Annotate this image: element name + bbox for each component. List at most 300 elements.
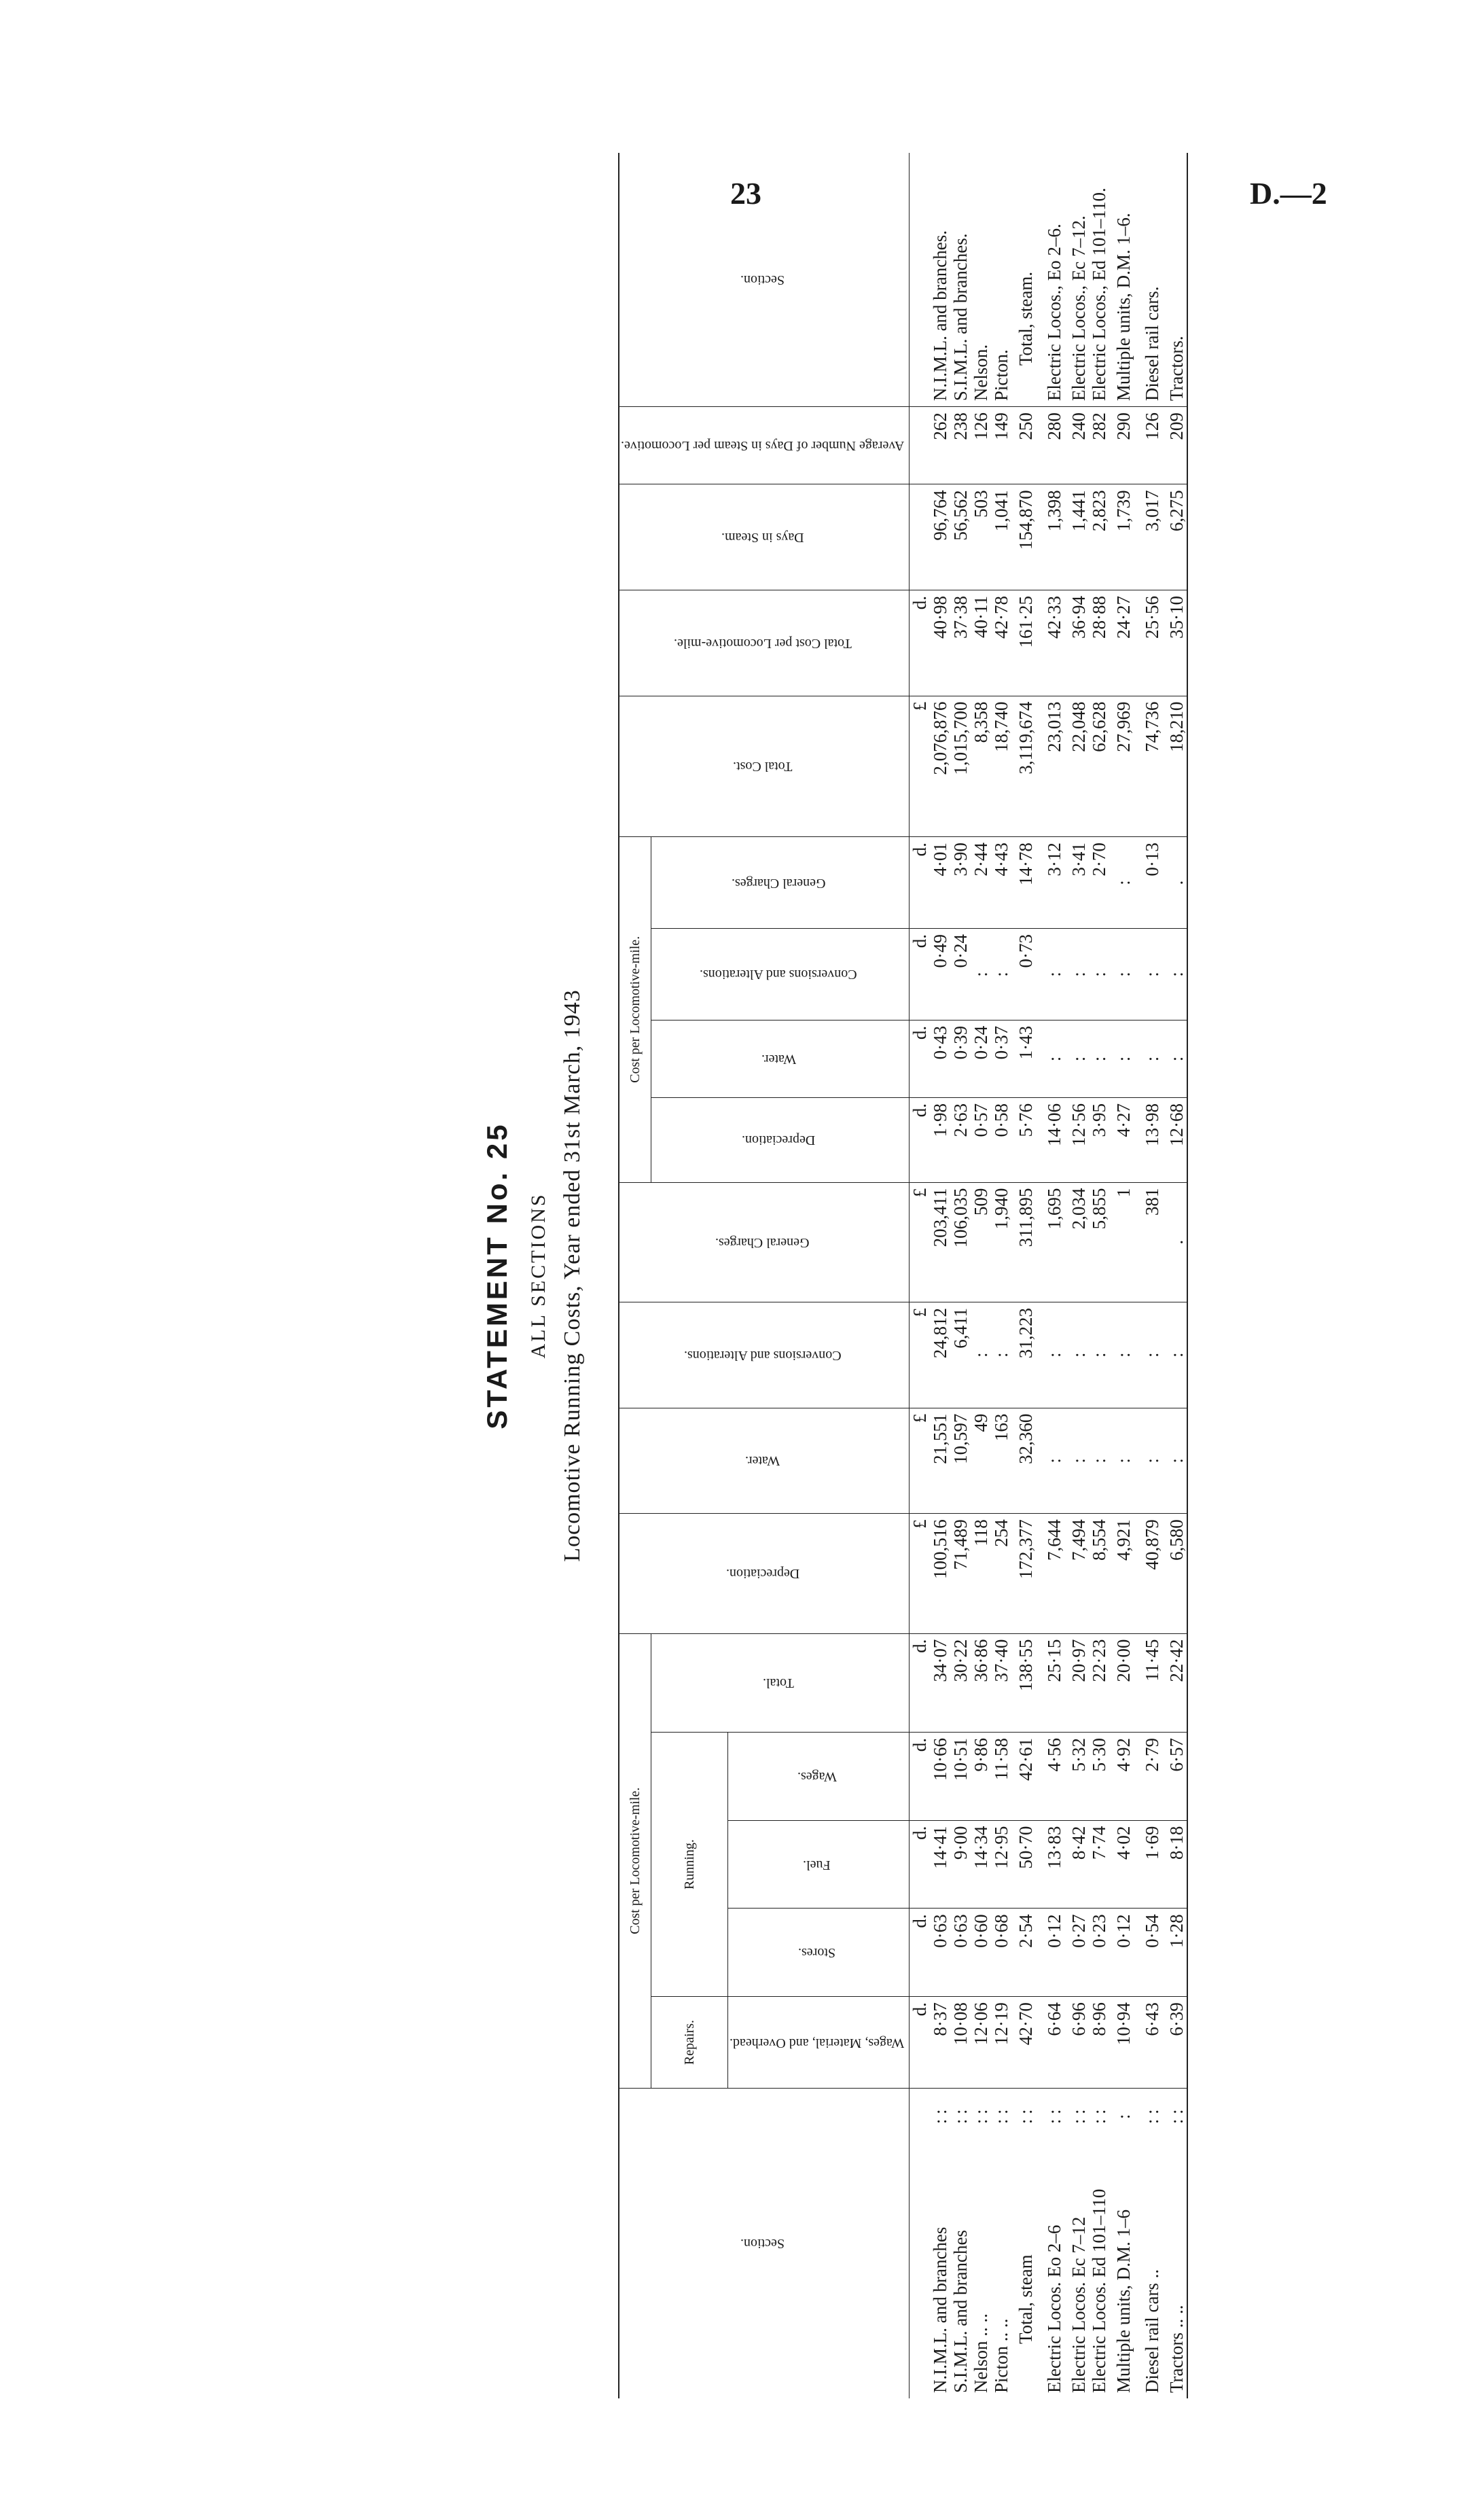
- cell-cost-mile: [1109, 590, 1138, 696]
- cell-depreciation: [1068, 1514, 1089, 1633]
- cell-water: [1011, 1408, 1040, 1514]
- cell-stores: [950, 1909, 971, 1997]
- cell-water-d: [1068, 1020, 1089, 1097]
- cell-general-text: 5,855: [1089, 1188, 1110, 1230]
- cell-gen-d-text: 3·12: [1044, 842, 1065, 876]
- cell-dep-d: [1068, 1098, 1089, 1183]
- header-total-cost-text: Total Cost.: [732, 759, 793, 775]
- cell-total-cost: [950, 696, 971, 837]
- cell-total-cost-text: 74,736: [1142, 701, 1163, 752]
- cell-conv-d-text: :: [971, 972, 992, 977]
- cell-water-text: :: [1166, 1458, 1187, 1463]
- row-leader-dots-text: : :: [1142, 2109, 1163, 2125]
- cell-total-text: 138·55: [1015, 1639, 1037, 1692]
- cell-fuel-text: 1·69: [1142, 1826, 1163, 1860]
- cell-conversions-text: :: [1166, 1352, 1187, 1358]
- unit-cell: [910, 1408, 931, 1514]
- cell-water-d: [971, 1020, 991, 1097]
- cell-wages-text: 11·58: [991, 1737, 1012, 1780]
- row-leader-dots: [1166, 2088, 1187, 2144]
- cell-general: [971, 1182, 991, 1302]
- row-leader-dots-text: : :: [1166, 2109, 1187, 2125]
- cell-total-cost-text: 23,013: [1044, 701, 1065, 752]
- header-depreciation: [619, 1514, 910, 1633]
- header-conversions: [619, 1302, 910, 1408]
- unit-cell-text: d.: [910, 934, 931, 948]
- cell-total-cost-text: 18,210: [1166, 701, 1187, 752]
- table-row: [950, 153, 971, 2398]
- header-conversions-text: Conversions and Alterations.: [683, 1347, 842, 1363]
- cell-avg: [1068, 407, 1089, 484]
- row-section-label-text: Electric Locos. Ec 7–12: [1068, 2216, 1090, 2393]
- cell-water-d: [930, 1020, 950, 1097]
- cell-cost-mile-text: 42·78: [991, 595, 1012, 639]
- header-depreciation-d-text: Depreciation.: [742, 1133, 816, 1148]
- cell-conv-d: [1068, 929, 1089, 1021]
- row-section-right: [1068, 153, 1089, 407]
- rotated-statement: [469, 153, 1187, 2398]
- cell-water-d-text: :: [1113, 1056, 1134, 1062]
- header-stores-text: Stores.: [798, 1945, 836, 1961]
- cell-stores-text: 0·12: [1044, 1914, 1065, 1948]
- cell-depreciation-text: 8,554: [1089, 1519, 1110, 1561]
- cell-water-text: 21,551: [930, 1413, 951, 1464]
- row-section-label-text: Electric Locos. Ed 101–110: [1089, 2188, 1110, 2393]
- cell-fuel-text: 13·83: [1044, 1826, 1065, 1869]
- cell-conv-d: [971, 929, 991, 1021]
- cell-cost-mile-text: 40·98: [930, 595, 951, 639]
- cell-conv-d: [991, 929, 1011, 1021]
- cell-days: [991, 484, 1011, 590]
- cell-general: [1040, 1182, 1068, 1302]
- cell-conv-d: [1089, 929, 1109, 1021]
- cell-stores: [1138, 1909, 1166, 1997]
- cell-wages: [1138, 1732, 1166, 1820]
- cell-wages-text: 10·51: [950, 1737, 971, 1781]
- table-row: [1040, 153, 1068, 2398]
- cell-general-text: 1,940: [991, 1188, 1012, 1230]
- cell-conversions: [930, 1302, 950, 1408]
- cell-avg: [950, 407, 971, 484]
- cell-repairs-text: 6·39: [1166, 2002, 1187, 2036]
- cell-depreciation: [971, 1514, 991, 1633]
- cell-avg-text: 250: [1015, 412, 1037, 440]
- cell-total: [991, 1633, 1011, 1732]
- cell-wages: [991, 1732, 1011, 1820]
- cell-days-text: 1,398: [1044, 490, 1065, 532]
- cell-fuel-text: 8·42: [1068, 1826, 1090, 1860]
- cell-wages: [1166, 1732, 1187, 1820]
- cell-gen-d: [1068, 837, 1089, 929]
- row-section-label: [1109, 2144, 1138, 2398]
- cell-total-cost: [1089, 696, 1109, 837]
- cell-water-d-text: :: [1089, 1056, 1110, 1062]
- cell-days: [1138, 484, 1166, 590]
- cell-water-d: [1089, 1020, 1109, 1097]
- cell-conv-d-text: :: [1089, 972, 1110, 977]
- cell-days: [1011, 484, 1040, 590]
- cell-general-text: 1,695: [1044, 1188, 1065, 1230]
- row-section-right-text: Tractors.: [1166, 336, 1187, 402]
- unit-cell: [910, 1997, 931, 2089]
- cell-days: [1089, 484, 1109, 590]
- header-cost-per-loco-mile-text: Cost per Locomotive-mile.: [627, 1787, 643, 1934]
- cell-fuel-text: 9·00: [950, 1826, 971, 1860]
- cell-stores: [991, 1909, 1011, 1997]
- cell-repairs: [1089, 1997, 1109, 2089]
- cell-avg-text: 262: [930, 412, 951, 440]
- cell-gen-d-text: 2·44: [971, 842, 992, 876]
- cell-general-text: 381: [1142, 1188, 1163, 1216]
- statement-title: STATEMENT No. 25: [481, 1122, 513, 1430]
- cell-total: [1138, 1633, 1166, 1732]
- cell-dep-d-text: 4·27: [1113, 1103, 1134, 1137]
- cell-days-text: 96,764: [930, 490, 951, 541]
- row-section-label-text: Nelson .. ..: [971, 2313, 992, 2393]
- cell-gen-d-text: 0·13: [1142, 842, 1163, 876]
- cell-conv-d-text: :: [1044, 972, 1065, 977]
- cell-fuel: [1040, 1820, 1068, 1909]
- cell-water: [991, 1408, 1011, 1514]
- cell-days-text: 154,870: [1015, 490, 1037, 550]
- unit-cell: [910, 1302, 931, 1408]
- cell-dep-d-text: 1·98: [930, 1103, 951, 1137]
- cell-water: [930, 1408, 950, 1514]
- unit-cell: [910, 153, 931, 407]
- cell-cost-mile-text: 40·11: [971, 595, 992, 638]
- cell-water: [1138, 1408, 1166, 1514]
- table-row: [1138, 153, 1166, 2398]
- cell-total-text: 22·42: [1166, 1639, 1187, 1682]
- cell-conversions: [1040, 1302, 1068, 1408]
- cell-general: [1109, 1182, 1138, 1302]
- cell-stores: [1089, 1909, 1109, 1997]
- cell-wages: [1011, 1732, 1040, 1820]
- row-leader-dots-text: : :: [1089, 2109, 1110, 2125]
- row-section-label: [1089, 2144, 1109, 2398]
- table-row: [1109, 153, 1138, 2398]
- cell-general: [1089, 1182, 1109, 1302]
- row-section-label: [1040, 2144, 1068, 2398]
- header-days-in-steam-text: Days in Steam.: [721, 530, 804, 546]
- cell-wages: [1089, 1732, 1109, 1820]
- unit-cell: [910, 1820, 931, 1909]
- cell-repairs: [1138, 1997, 1166, 2089]
- header-running: [651, 1732, 728, 1996]
- cell-total-cost-text: 18,740: [991, 701, 1012, 752]
- cell-repairs-text: 8·96: [1089, 2002, 1110, 2036]
- cell-wages-text: 5·30: [1089, 1737, 1110, 1772]
- cell-conv-d-text: 0·49: [930, 934, 951, 968]
- header-wages: [728, 1732, 910, 1820]
- header-avg-days: [619, 407, 910, 484]
- cell-depreciation: [1109, 1514, 1138, 1633]
- cell-depreciation-text: 254: [991, 1519, 1012, 1547]
- cell-days-text: 6,275: [1166, 490, 1187, 532]
- cell-conv-d: [930, 929, 950, 1021]
- unit-cell: [910, 929, 931, 1021]
- cell-cost-mile-text: 28·88: [1089, 595, 1110, 639]
- cell-dep-d-text: 3·95: [1089, 1103, 1110, 1137]
- cell-total-text: 36·86: [971, 1639, 992, 1682]
- cell-total-cost: [1166, 696, 1187, 837]
- cell-avg: [1011, 407, 1040, 484]
- cell-repairs: [1109, 1997, 1138, 2089]
- row-section-right-text: Electric Locos., Ec 7–12.: [1068, 215, 1090, 402]
- cell-depreciation-text: 172,377: [1015, 1519, 1037, 1579]
- cell-repairs: [1040, 1997, 1068, 2089]
- cell-fuel: [971, 1820, 991, 1909]
- unit-cell-text: £: [910, 1188, 931, 1198]
- cell-cost-mile-text: 161·25: [1015, 595, 1037, 648]
- unit-cell-text: d.: [910, 1103, 931, 1118]
- unit-cell: [910, 696, 931, 837]
- row-leader-dots: [1040, 2088, 1068, 2144]
- unit-cell-text: d.: [910, 1737, 931, 1752]
- unit-cell: [910, 1182, 931, 1302]
- cell-general: [930, 1182, 950, 1302]
- row-leader-dots-text: : :: [971, 2109, 992, 2125]
- cell-water: [950, 1408, 971, 1514]
- cell-avg: [971, 407, 991, 484]
- cell-avg: [1138, 407, 1166, 484]
- row-section-right-text: Nelson.: [971, 344, 992, 402]
- cell-repairs-text: 12·06: [971, 2002, 992, 2046]
- cell-depreciation-text: 40,879: [1142, 1519, 1163, 1570]
- cell-days-text: 1,041: [991, 490, 1012, 532]
- cell-conv-d-text: 0·73: [1015, 934, 1037, 968]
- cell-days-text: 56,562: [950, 490, 971, 541]
- cell-dep-d: [950, 1098, 971, 1183]
- cell-depreciation: [1011, 1514, 1040, 1633]
- cell-fuel-text: 50·70: [1015, 1826, 1037, 1869]
- cell-total-text: 11·45: [1142, 1639, 1163, 1682]
- cell-depreciation-text: 4,921: [1113, 1519, 1134, 1561]
- cell-total: [950, 1633, 971, 1732]
- header-repairs-sub-text: Wages, Material, and Overhead.: [730, 2035, 905, 2051]
- table-row: [1089, 153, 1109, 2398]
- cell-conversions-text: 31,223: [1015, 1307, 1037, 1359]
- cell-cost-mile: [1068, 590, 1089, 696]
- cell-total-cost-text: 8,358: [971, 701, 992, 743]
- cell-stores: [1011, 1909, 1040, 1997]
- header-section-right: [619, 153, 910, 407]
- header-total-cost: [619, 696, 910, 837]
- cell-cost-mile: [1138, 590, 1166, 696]
- cell-dep-d: [1011, 1098, 1040, 1183]
- row-section-label: [1166, 2144, 1187, 2398]
- cell-water: [1166, 1408, 1187, 1514]
- header-water: [619, 1408, 910, 1514]
- cell-total-cost-text: 22,048: [1068, 701, 1090, 752]
- header-water-d-text: Water.: [761, 1051, 796, 1067]
- cell-stores: [1068, 1909, 1089, 1997]
- cell-general-text: 203,411: [930, 1188, 951, 1247]
- cell-water: [1089, 1408, 1109, 1514]
- cell-wages: [1040, 1732, 1068, 1820]
- header-general-charges-text: General Charges.: [715, 1235, 810, 1250]
- unit-cell: [910, 1732, 931, 1820]
- row-leader-dots-text: :: [1113, 2114, 1134, 2119]
- cell-water-d: [1109, 1020, 1138, 1097]
- cell-water-d-text: 0·39: [950, 1025, 971, 1060]
- header-conversions-d-text: Conversions and Alterations.: [700, 967, 857, 982]
- header-repairs: [651, 1997, 728, 2089]
- cell-gen-d: [1166, 837, 1187, 929]
- cell-gen-d: [1011, 837, 1040, 929]
- row-section-label-text: Tractors .. ..: [1166, 2305, 1187, 2393]
- cell-repairs: [971, 1997, 991, 2089]
- unit-cell: [910, 590, 931, 696]
- cell-general-text: .: [1166, 1239, 1187, 1245]
- cell-water-text: :: [1113, 1458, 1134, 1463]
- row-section-label-text: Multiple units, D.M. 1–6: [1113, 2209, 1134, 2393]
- cell-total-cost-text: 1,015,700: [950, 701, 971, 775]
- row-section-right-text: Electric Locos., Eo 2–6.: [1044, 224, 1065, 402]
- cell-depreciation-text: 100,516: [930, 1519, 951, 1579]
- cell-days-text: 2,823: [1089, 490, 1110, 532]
- table-row: [1166, 153, 1187, 2398]
- row-leader-dots: [1068, 2088, 1089, 2144]
- cell-general: [1068, 1182, 1089, 1302]
- cell-water-d-text: :: [1044, 1056, 1065, 1062]
- cell-avg-text: 290: [1113, 412, 1134, 440]
- page-number: 23: [730, 176, 761, 211]
- cell-cost-mile: [950, 590, 971, 696]
- cell-cost-mile-text: 25·56: [1142, 595, 1163, 639]
- cell-cost-mile: [1089, 590, 1109, 696]
- unit-cell-text: d.: [910, 595, 931, 610]
- row-leader-dots: [930, 2088, 950, 2144]
- cell-days: [1109, 484, 1138, 590]
- cell-conv-d: [1040, 929, 1068, 1021]
- cell-repairs: [1068, 1997, 1089, 2089]
- cell-stores: [1109, 1909, 1138, 1997]
- cell-total-text: 30·22: [950, 1639, 971, 1682]
- header-cost-per-loco-mile-2-text: Cost per Locomotive-mile.: [627, 936, 643, 1083]
- cell-cost-mile-text: 35·10: [1166, 595, 1187, 639]
- header-avg-days-text: Average Number of Days in Steam per Locomotive.: [621, 438, 905, 454]
- cell-depreciation: [930, 1514, 950, 1633]
- cell-water-d-text: :: [1166, 1056, 1187, 1062]
- row-leader-dots-text: : :: [930, 2109, 951, 2125]
- header-fuel-text: Fuel.: [803, 1857, 831, 1873]
- cell-dep-d: [1138, 1098, 1166, 1183]
- cell-gen-d: [1040, 837, 1068, 929]
- cell-dep-d-text: 5·76: [1015, 1103, 1037, 1137]
- row-leader-dots-text: : :: [1044, 2109, 1065, 2125]
- unit-cell: [910, 1633, 931, 1732]
- cell-total-cost: [1138, 696, 1166, 837]
- cell-gen-d: [950, 837, 971, 929]
- cell-conv-d-text: :: [1166, 972, 1187, 977]
- cell-repairs-text: 8·37: [930, 2002, 951, 2036]
- cell-wages: [930, 1732, 950, 1820]
- cell-stores-text: 0·68: [991, 1914, 1012, 1948]
- cell-stores-text: 0·63: [930, 1914, 951, 1948]
- cell-fuel: [1166, 1820, 1187, 1909]
- unit-cell-text: d.: [910, 2002, 931, 2017]
- cell-total: [1166, 1633, 1187, 1732]
- cell-dep-d: [1166, 1098, 1187, 1183]
- row-leader-dots: [1138, 2088, 1166, 2144]
- cell-repairs: [1166, 1997, 1187, 2089]
- cell-cost-mile: [991, 590, 1011, 696]
- header-depreciation-text: Depreciation.: [725, 1566, 799, 1582]
- cell-repairs-text: 12·19: [991, 2002, 1012, 2046]
- cell-avg-text: 149: [991, 412, 1012, 440]
- cell-water-d-text: 0·24: [971, 1025, 992, 1060]
- row-section-label-text: Picton .. ..: [991, 2318, 1012, 2393]
- cell-conversions-text: :: [1142, 1352, 1163, 1358]
- row-leader-dots: [1089, 2088, 1109, 2144]
- cell-water-d: [991, 1020, 1011, 1097]
- cell-water-text: 163: [991, 1413, 1012, 1442]
- unit-cell-text: d.: [910, 1826, 931, 1840]
- cell-wages: [1068, 1732, 1089, 1820]
- header-general-d: [651, 837, 910, 929]
- cell-dep-d: [930, 1098, 950, 1183]
- cell-repairs: [930, 1997, 950, 2089]
- cell-general-text: 311,895: [1015, 1188, 1037, 1247]
- cell-fuel-text: 8·18: [1166, 1826, 1187, 1860]
- cell-gen-d: [1138, 837, 1166, 929]
- cell-dep-d: [1040, 1098, 1068, 1183]
- cell-dep-d-text: 13·98: [1142, 1103, 1163, 1147]
- cell-general-text: 1: [1113, 1188, 1134, 1198]
- cell-general-text: 2,034: [1068, 1188, 1090, 1230]
- row-section-right-text: Diesel rail cars.: [1142, 286, 1163, 402]
- cell-water-d-text: 0·37: [991, 1025, 1012, 1060]
- header-total: [651, 1633, 910, 1732]
- unit-cell: [910, 837, 931, 929]
- cell-total-text: 22·23: [1089, 1639, 1110, 1682]
- cell-total-cost-text: 2,076,876: [930, 701, 951, 775]
- cell-repairs-text: 10·94: [1113, 2002, 1134, 2046]
- cell-conv-d: [1138, 929, 1166, 1021]
- cell-dep-d-text: 2·63: [950, 1103, 971, 1137]
- row-section-label: [991, 2144, 1011, 2398]
- cell-conversions: [971, 1302, 991, 1408]
- cell-days: [950, 484, 971, 590]
- header-total-cost-per-mile-text: Total Cost per Locomotive-mile.: [673, 635, 852, 651]
- header-cost-per-loco-mile-2: [619, 837, 651, 1182]
- cell-stores: [930, 1909, 950, 1997]
- cell-conversions: [1011, 1302, 1040, 1408]
- header-conversions-d: [651, 929, 910, 1021]
- header-total-cost-per-mile: [619, 590, 910, 696]
- cell-avg-text: 280: [1044, 412, 1065, 440]
- cell-water-text: :: [1142, 1458, 1163, 1463]
- cell-days: [1068, 484, 1089, 590]
- cell-stores-text: 2·54: [1015, 1914, 1037, 1948]
- header-total-text: Total.: [763, 1675, 795, 1691]
- header-section-right-text: Section.: [740, 272, 785, 288]
- table-row: [991, 153, 1011, 2398]
- cell-total-cost-text: 27,969: [1113, 701, 1134, 752]
- cell-total-cost: [991, 696, 1011, 837]
- cell-days-text: 1,739: [1113, 490, 1134, 532]
- cell-depreciation: [991, 1514, 1011, 1633]
- cell-total: [1040, 1633, 1068, 1732]
- cell-gen-d: [971, 837, 991, 929]
- cell-dep-d-text: 12·56: [1068, 1103, 1090, 1147]
- row-leader-dots-text: : :: [950, 2109, 971, 2125]
- cell-wages-text: 42·61: [1015, 1737, 1037, 1781]
- row-section-right-text: Electric Locos., Ed 101–110.: [1089, 188, 1110, 402]
- cell-conversions: [1089, 1302, 1109, 1408]
- cell-wages-text: 4·56: [1044, 1737, 1065, 1772]
